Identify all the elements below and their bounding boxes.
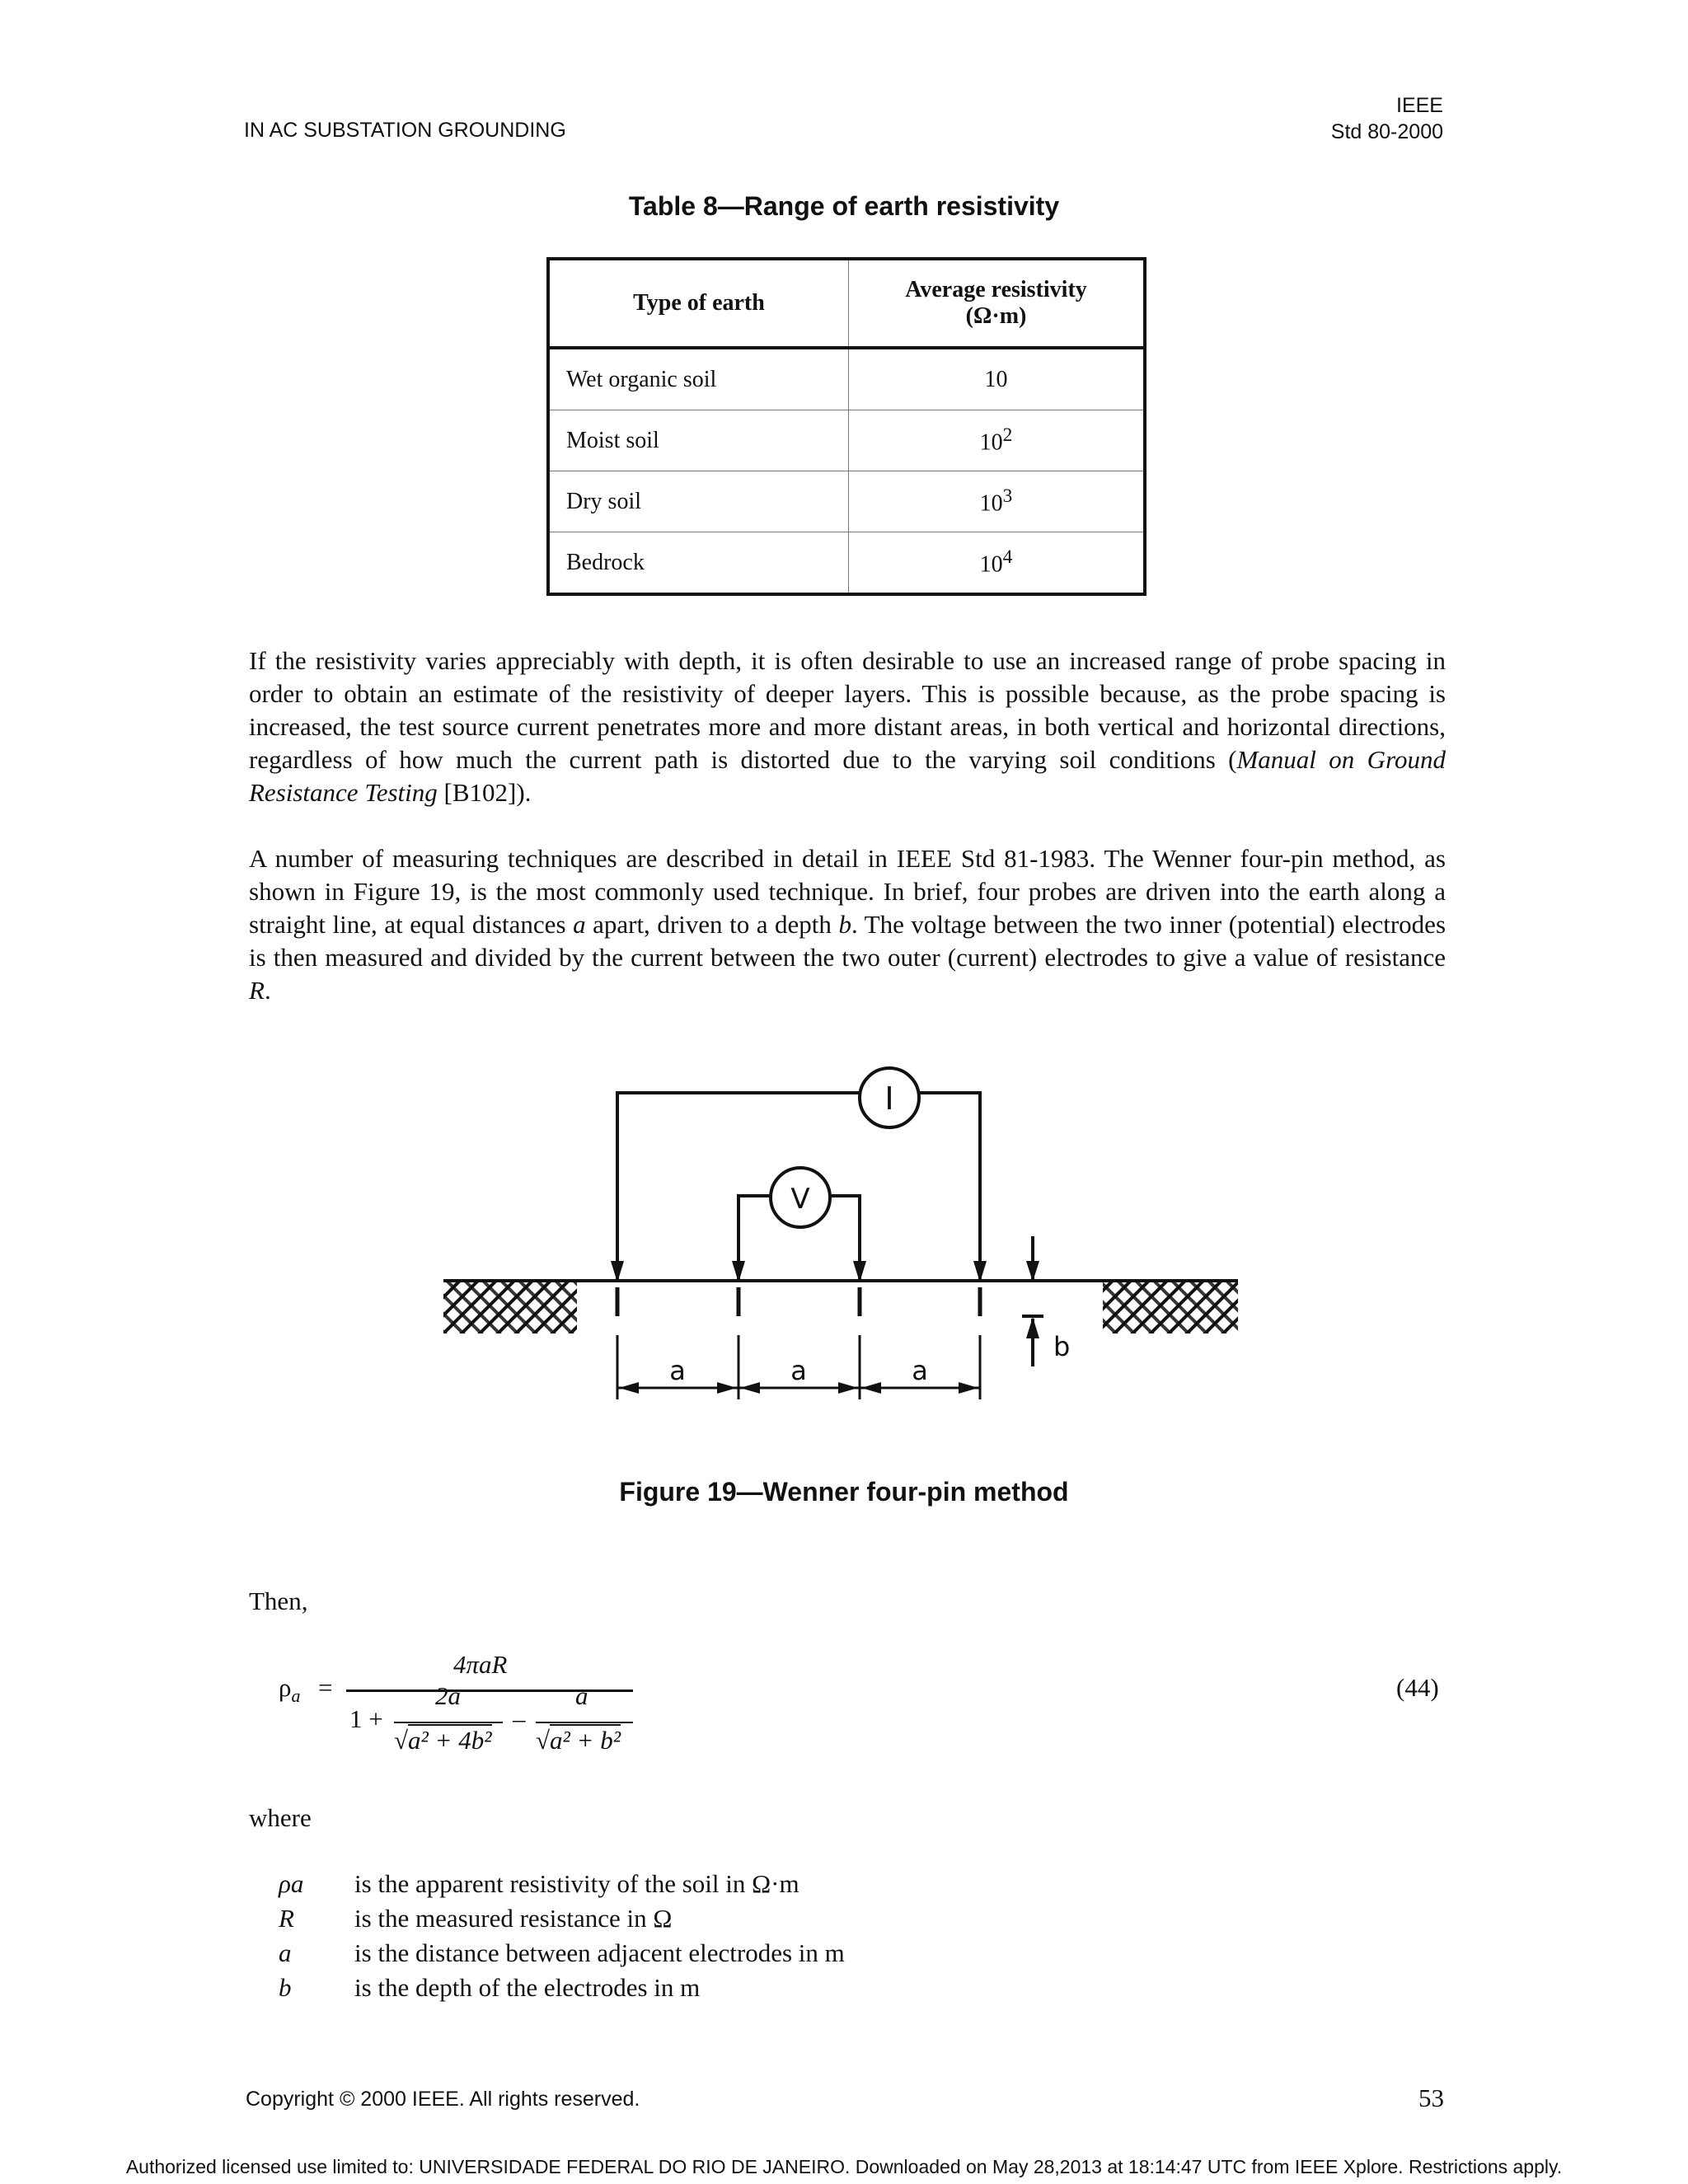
para2-var-r: R: [249, 976, 265, 1005]
table-title: Table 8—Range of earth resistivity: [628, 191, 1060, 221]
main-numerator: 4πaR: [453, 1650, 508, 1679]
definition-text: is the distance between adjacent electrodes in m: [354, 1938, 845, 1967]
where-text: where: [249, 1803, 312, 1832]
then-text: Then,: [249, 1586, 308, 1615]
definition-text: is the depth of the electrodes in m: [354, 1973, 701, 2002]
para2-text-4: .: [264, 976, 271, 1005]
authorized-use-notice: Authorized licensed use limited to: UNIVERSIDADE FEDERAL DO RIO DE JANEIRO. Downloaded on May 28,2013 at 18:14:47 UTC from IEEE Xplore. Restrictions apply.: [125, 2156, 1563, 2177]
spacing-label-2: a: [790, 1355, 807, 1386]
para1-text-a: If the resistivity varies appreciably with depth, it is often desirable to use an increased range of probe spacing in order to obtain an estimate of the resistivity of deeper layers. This is possible because, as the probe spacing is increased, the test source current penetrates more and more distant areas, in both vertical and horizontal directions, regardless of how much the current path is distorted due to the varying soil conditions (: [249, 646, 1446, 774]
definition-symbol: b: [279, 1973, 292, 2002]
rho-symbol: [279, 1673, 300, 1707]
voltage-wire-left: [738, 1196, 771, 1280]
para2-var-b: b: [838, 910, 851, 939]
definition-symbol: R: [279, 1904, 294, 1933]
cell-exponent: 2: [1002, 424, 1013, 447]
cell-base: 10: [979, 490, 1003, 517]
definition-text: is the measured resistance in Ω: [354, 1904, 673, 1933]
depth-dimension: [1022, 1236, 1043, 1366]
col-header-resistivity-unit: (Ω·m): [965, 303, 1027, 329]
frac2-numerator: a: [575, 1681, 588, 1710]
electrodes: [617, 1287, 980, 1316]
figure-title: Figure 19—Wenner four-pin method: [619, 1477, 1069, 1507]
rho-subscript: a: [291, 1685, 301, 1707]
rho-lhs: ρ: [279, 1673, 292, 1702]
cell-earth-type: Bedrock: [548, 532, 849, 595]
cell-base: 10: [979, 429, 1003, 456]
header-ieee: IEEE: [1396, 94, 1443, 117]
copyright-notice: Copyright © 2000 IEEE. All rights reserved.: [246, 2088, 640, 2111]
col-header-resistivity-line1: Average resistivity: [905, 277, 1087, 302]
soil-hatch-left: [443, 1279, 577, 1333]
current-wire-right: [919, 1093, 980, 1280]
main-fraction-bar: [346, 1690, 633, 1692]
frac2-den-text: a² + b²: [550, 1726, 621, 1755]
voltmeter-label: V: [790, 1183, 810, 1216]
para2-var-a: a: [573, 910, 586, 939]
col-header-type: Type of earth: [548, 259, 849, 348]
cell-earth-type: Wet organic soil: [548, 348, 849, 410]
cell-earth-type: Dry soil: [548, 471, 849, 532]
frac1-denominator: √a² + 4b²: [394, 1726, 492, 1755]
frac1-numerator: 2a: [435, 1681, 461, 1710]
cell-exponent: 4: [1002, 546, 1013, 569]
para1-text-b: [B102]).: [437, 778, 532, 807]
frac1-den-text: a² + 4b²: [408, 1726, 492, 1755]
cell-base: 10: [979, 551, 1003, 578]
para1-citation-title: Manual on Ground Resistance Testing: [249, 745, 1446, 807]
depth-label: b: [1053, 1331, 1071, 1362]
running-header-title: IN AC SUBSTATION GROUNDING: [244, 119, 566, 142]
definition-text: is the apparent resistivity of the soil in Ω·m: [354, 1869, 799, 1898]
cell-exponent: 3: [1002, 485, 1013, 508]
header-std-number: Std 80-2000: [1330, 120, 1443, 143]
definition-symbol: ρa: [279, 1869, 304, 1898]
cell-base: 10: [984, 366, 1008, 392]
frac1-bar: [394, 1722, 503, 1723]
soil-hatch-right: [1103, 1279, 1238, 1333]
frac2-denominator: √a² + b²: [536, 1726, 621, 1755]
para2-text-2: apart, driven to a depth: [585, 910, 839, 939]
ammeter-label: I: [884, 1080, 894, 1117]
para2-text-1: A number of measuring techniques are described in detail in IEEE Std 81-1983. The Wenner four-pin method, as shown in Figure 19, is the most commonly used technique. In brief, four probes are driven into the earth along a straight line, at equal distances: [249, 844, 1446, 939]
page-number: 53: [1418, 2083, 1444, 2112]
equation-number: (44): [1396, 1673, 1439, 1702]
one-plus: 1 +: [349, 1704, 383, 1733]
cell-earth-type: Moist soil: [548, 410, 849, 471]
spacing-label-1: a: [669, 1355, 686, 1386]
spacing-label-3: a: [912, 1355, 928, 1386]
minus-sign: –: [513, 1704, 526, 1733]
frac2-bar: [536, 1722, 633, 1723]
para2-text-3: . The voltage between the two inner (potential) electrodes is then measured and divided by the current between the two outer (current) electrodes to give a value of resistance: [249, 910, 1447, 972]
definition-symbol: a: [279, 1938, 292, 1967]
equals-sign: =: [318, 1673, 333, 1702]
